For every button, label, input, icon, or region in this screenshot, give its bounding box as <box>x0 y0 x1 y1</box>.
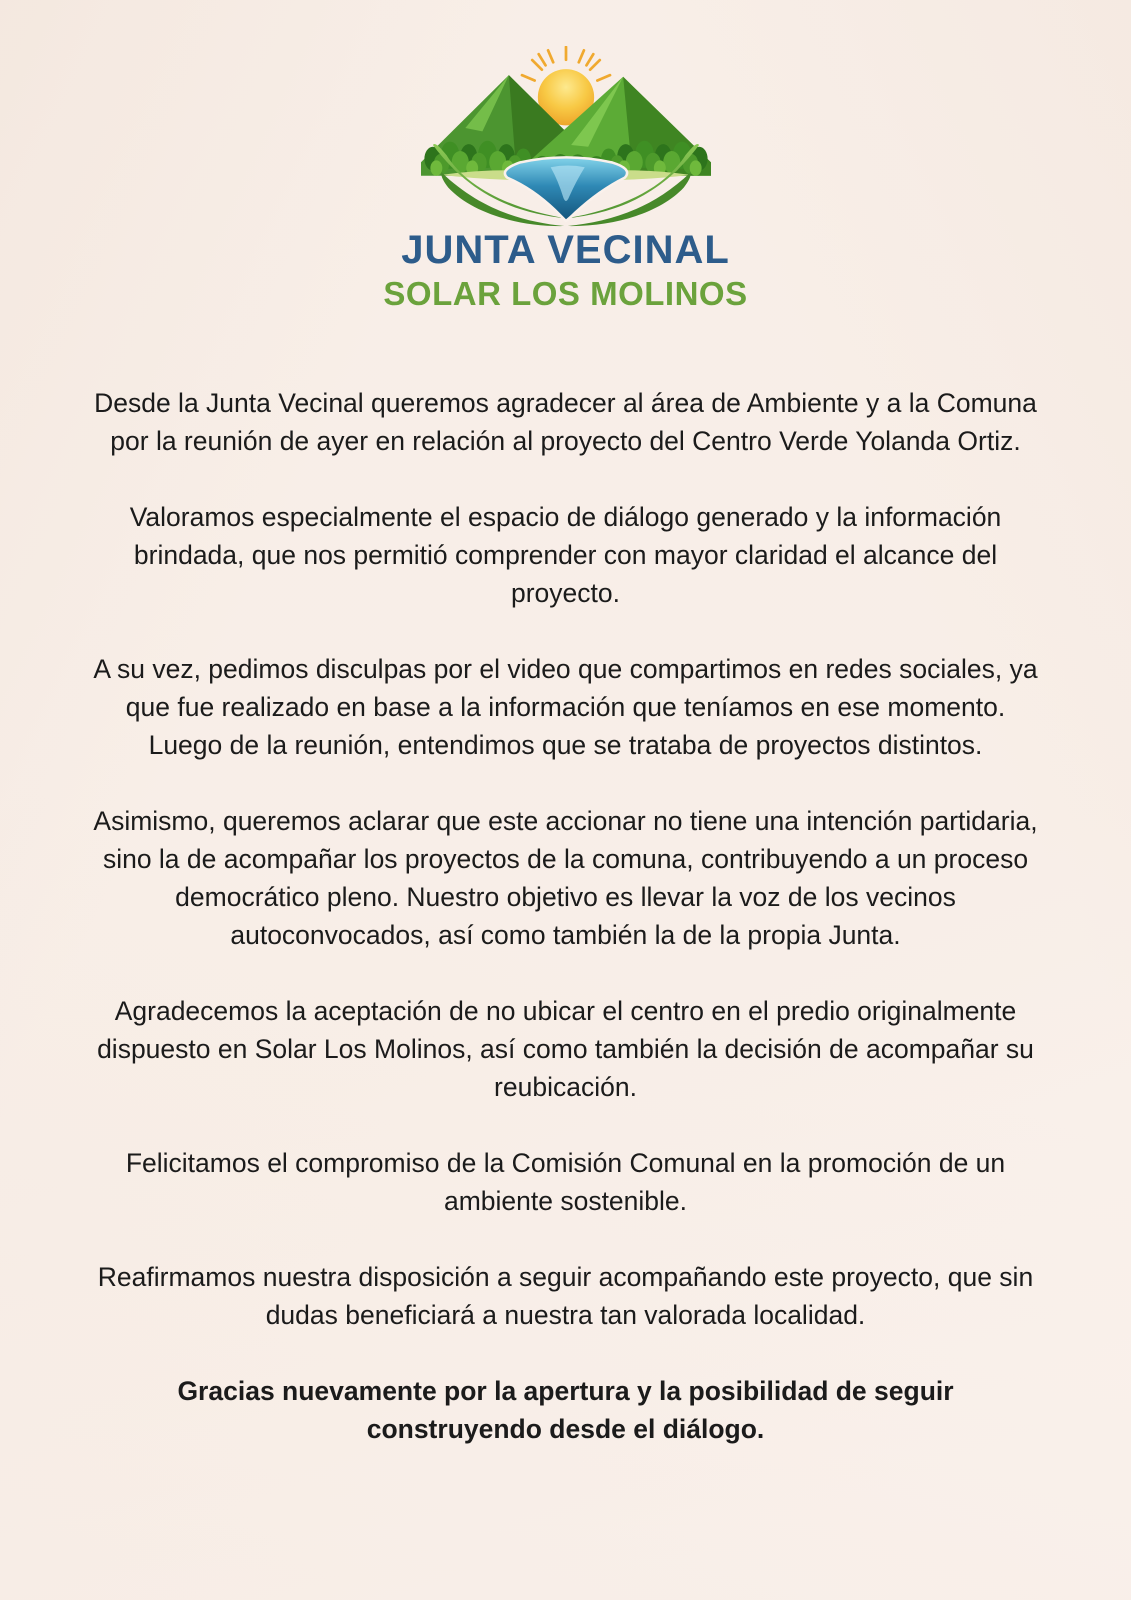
paragraph-line: democrático pleno. Nuestro objetivo es llevar la voz de los vecinos <box>175 882 956 913</box>
letter-paragraph <box>61 1144 1071 1220</box>
paragraph-line: Agradecemos la aceptación de no ubicar el centro en el predio originalmente <box>114 996 1017 1027</box>
paragraph-line: Gracias nuevamente por la apertura y la posibilidad de seguir <box>177 1376 954 1407</box>
paragraph-line: por la reunión de ayer en relación al proyecto del Centro Verde Yolanda Ortiz. <box>110 426 1021 457</box>
logo-subtitle: SOLAR LOS MOLINOS <box>383 275 748 312</box>
paragraph-line: autoconvocados, así como también la de la propia Junta. <box>230 920 901 951</box>
logo-title: JUNTA VECINAL <box>401 228 730 272</box>
paragraph-line: sino la de acompañar los proyectos de la comuna, contribuyendo a un proceso <box>102 844 1029 875</box>
paragraph-line: que fue realizado en base a la información que teníamos en ese momento. <box>125 692 1006 723</box>
letter-paragraph <box>61 498 1071 612</box>
organization-logo <box>0 0 1131 312</box>
paragraph-line: Luego de la reunión, entendimos que se trataba de proyectos distintos. <box>148 730 983 761</box>
mountain-lake-sun-icon <box>421 46 711 227</box>
paragraph-line: Reafirmamos nuestra disposición a seguir acompañando este proyecto, que sin <box>97 1262 1034 1293</box>
paragraph-line: Asimismo, queremos aclarar que este accionar no tiene una intención partidaria, <box>93 806 1038 837</box>
paragraph-line: reubicación. <box>494 1072 637 1103</box>
letter-closing-paragraph <box>61 1372 1071 1448</box>
letter-body <box>61 312 1071 1448</box>
paragraph-line: Desde la Junta Vecinal queremos agradecer al área de Ambiente y a la Comuna <box>94 388 1037 419</box>
paragraph-line: dispuesto en Solar Los Molinos, así como también la decisión de acompañar su <box>97 1034 1034 1065</box>
paragraph-line: construyendo desde el diálogo. <box>366 1414 765 1445</box>
letter-paragraph <box>61 1258 1071 1334</box>
paragraph-line: Felicitamos el compromiso de la Comisión Comunal en la promoción de un <box>125 1148 1006 1179</box>
paragraph-line: dudas beneficiará a nuestra tan valorada localidad. <box>265 1300 866 1331</box>
letter-paragraph <box>61 992 1071 1106</box>
letter-paragraph <box>61 384 1071 460</box>
paragraph-line: A su vez, pedimos disculpas por el video que compartimos en redes sociales, ya <box>93 654 1038 685</box>
paragraph-line: ambiente sostenible. <box>443 1186 688 1217</box>
letter-paragraph <box>61 650 1071 764</box>
letter-paragraph <box>61 802 1071 954</box>
paragraph-line: brindada, que nos permitió comprender con mayor claridad el alcance del <box>133 540 998 571</box>
paragraph-line: proyecto. <box>510 578 620 609</box>
paragraph-line: Valoramos especialmente el espacio de diálogo generado y la información <box>129 502 1002 533</box>
